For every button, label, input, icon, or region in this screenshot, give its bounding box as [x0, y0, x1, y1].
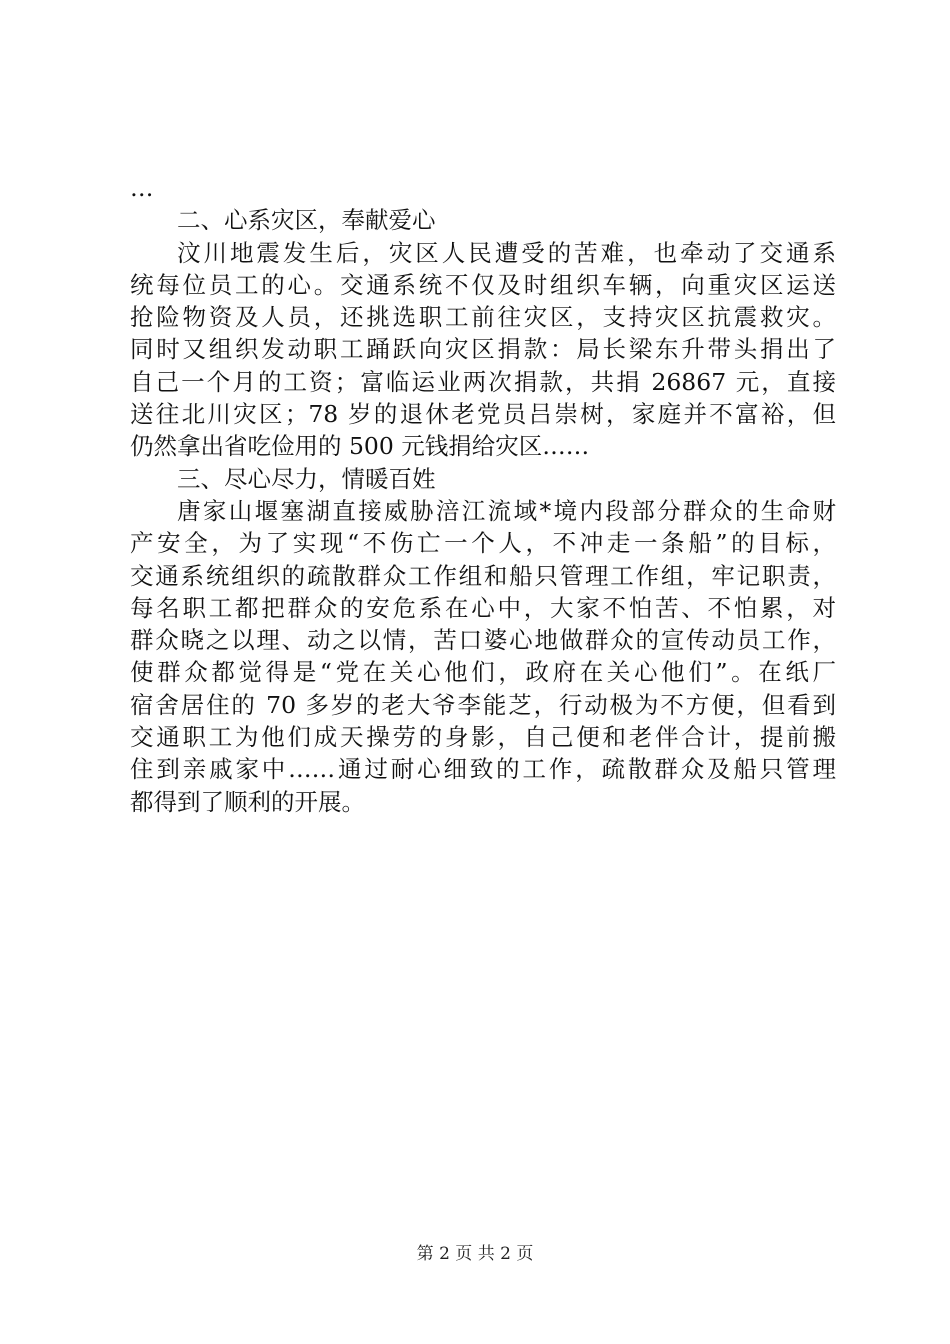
paragraph-line: 同时又组织发动职工踊跃向灾区捐款：局长梁东升带头捐出了 [130, 335, 836, 364]
section-heading-2: 二、心系灾区，奉献爱心 [177, 206, 436, 235]
paragraph-line: 送往北川灾区；78 岁的退休老党员吕崇树，家庭并不富裕，但 [130, 400, 836, 429]
paragraph-line: 住到亲戚家中……通过耐心细致的工作，疏散群众及船只管理 [130, 755, 836, 784]
paragraph-line: 自己一个月的工资；富临运业两次捐款，共捐 26867 元，直接 [130, 367, 836, 396]
paragraph-line: 宿舍居住的 70 多岁的老大爷李能芝，行动极为不方便，但看到 [130, 690, 836, 719]
paragraph-line: 交通系统组织的疏散群众工作组和船只管理工作组，牢记职责， [130, 561, 836, 590]
paragraph-line: 唐家山堰塞湖直接威胁涪江流域*境内段部分群众的生命财 [177, 496, 836, 525]
paragraph-line: 统每位员工的心。交通系统不仅及时组织车辆，向重灾区运送 [130, 270, 836, 299]
paragraph-line: 汶川地震发生后，灾区人民遭受的苦难，也牵动了交通系 [177, 238, 836, 267]
paragraph-line: 产安全，为了实现“不伤亡一个人，不冲走一条船”的目标， [130, 529, 836, 558]
document-body [130, 172, 836, 818]
paragraph-line: 每名职工都把群众的安危系在心中，大家不怕苦、不怕累，对 [130, 593, 836, 622]
paragraph-line: 都得到了顺利的开展。 [130, 787, 365, 816]
paragraph-line: 仍然拿出省吃俭用的 500 元钱捐给灾区…… [130, 432, 590, 461]
paragraph-line: 群众晓之以理、动之以情，苦口婆心地做群众的宣传动员工作， [130, 626, 836, 655]
page-number-footer: 第 2 页 共 2 页 [416, 1244, 534, 1264]
section-heading-3: 三、尽心尽力，情暖百姓 [177, 464, 436, 493]
paragraph-line: 交通职工为他们成天操劳的身影，自己便和老伴合计，提前搬 [130, 723, 836, 752]
paragraph-line: 抢险物资及人员，还挑选职工前往灾区，支持灾区抗震救灾。 [130, 303, 836, 332]
ellipsis-line: … [130, 174, 154, 202]
paragraph-line: 使群众都觉得是“党在关心他们，政府在关心他们”。在纸厂 [130, 658, 836, 687]
